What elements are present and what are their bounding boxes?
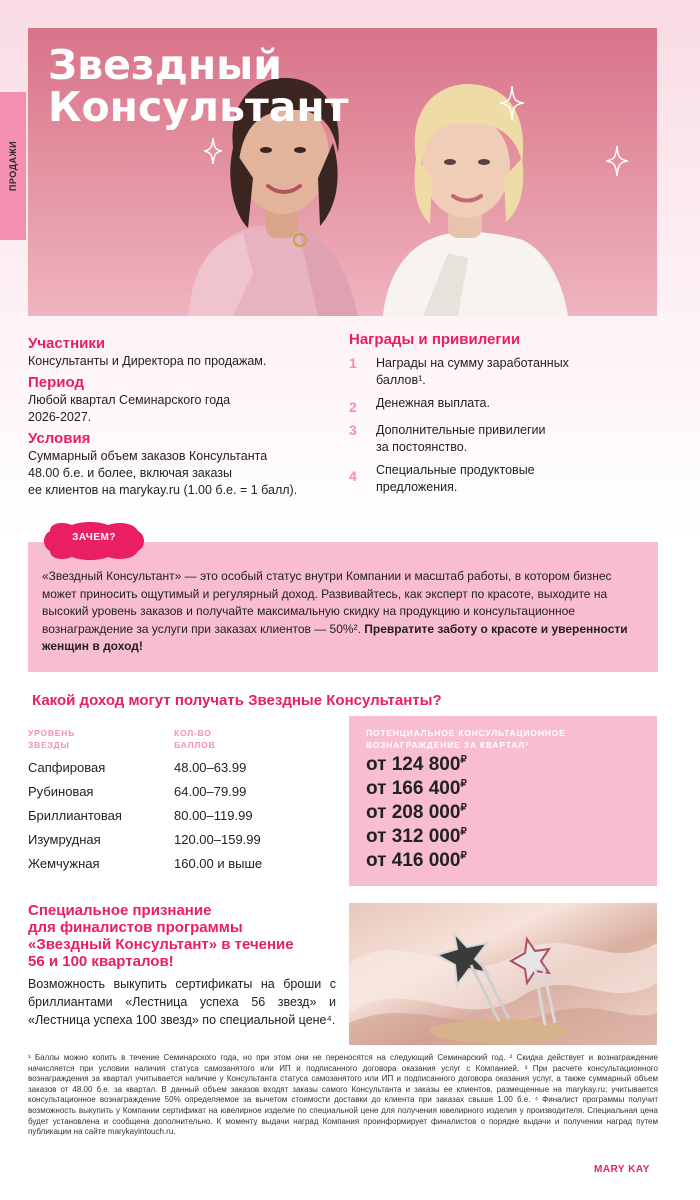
text-line: за постоянство. [376, 440, 468, 454]
sparkle-icon [204, 138, 222, 164]
ruble-sign: ₽ [460, 802, 467, 814]
award-number: 2 [349, 399, 357, 415]
footnotes: ¹ Баллы можно копить в течение Семинарского года, но при этом они не переносятся на следующий Семинарский год. ² Скидка действует и вознаграждение начисляется при условии наличия статуса самозанятого или ИП и подписанного договора оказания услуг с Компанией. ³ При расчете консультационного вознаграждения за квартал учитывается наличие у Консультанта статуса самозанятого или ИП и подписанного договора оказания услуг, а также суммарный объем заказов от 48.00 б.е. за квартал. В данный объем заказов входят заказы самого Консультанта и заказы ее клиентов, размещенные на marykay.ru; учитывается консультационное вознаграждение 50% определяемое за вычетом стоимости доставки до клиента при заказах свыше 1.00 б.е. ⁴ Финалист программы получит возможность выкупить у Компании сертификат на ювелирное изделие по специальной цене для получения ювелирного изделия у производителя. Специальная цена будет установлена и сообщена дополнительно. К моменту выдачи наград Компания проинформирует финалистов о порядке выдачи и получении наград путем публикации на сайте marykayintouch.ru. [28, 1053, 658, 1137]
text-line: ПОТЕНЦИАЛЬНОЕ КОНСУЛЬТАЦИОННОЕ [366, 728, 566, 738]
tier-name: Изумрудная [28, 831, 101, 847]
tier-points: 160.00 и выше [174, 855, 263, 871]
list-item [349, 355, 669, 389]
brooch-photo-image [349, 903, 657, 1045]
tier-name: Бриллиантовая [28, 807, 122, 823]
table-row [28, 780, 348, 802]
section-tab-label: ПРОДАЖИ [8, 140, 18, 192]
conditions-heading: Условия [28, 430, 91, 447]
special-heading [28, 902, 348, 970]
table-row [28, 828, 348, 850]
text-line: Награды на сумму заработанных [376, 356, 569, 370]
reward-amount [366, 802, 467, 824]
tier-points: 120.00–159.99 [174, 831, 261, 847]
award-text [376, 462, 535, 496]
brooch-photo [349, 903, 657, 1045]
amount-value: от 312 000 [366, 826, 461, 847]
table-row [28, 804, 348, 826]
tier-points: 64.00–79.99 [174, 783, 247, 799]
text-line: 48.00 б.е. и более, включая заказы [28, 466, 233, 480]
list-item [349, 422, 669, 456]
income-heading: Какой доход могут получать Звездные Консультанты? [32, 692, 442, 709]
text-line: КОЛ-ВО [174, 728, 212, 738]
text-line: БАЛЛОВ [174, 740, 216, 750]
table-row [28, 852, 348, 874]
reward-amount [366, 850, 467, 872]
text-line: УРОВЕНЬ [28, 728, 76, 738]
awards-list [349, 355, 669, 496]
table-row [28, 756, 348, 778]
why-badge-label: ЗАЧЕМ? [72, 532, 116, 543]
tier-name: Сапфировая [28, 759, 106, 775]
sparkle-icon [500, 86, 524, 120]
awards-heading: Награды и привилегии [349, 331, 521, 348]
text-line: ЗВЕЗДЫ [28, 740, 70, 750]
amount-value: от 416 000 [366, 850, 461, 871]
conditions-text [28, 448, 348, 499]
ruble-sign: ₽ [460, 850, 467, 862]
award-number: 1 [349, 355, 357, 371]
why-call-to-action: Превратите заботу о красоте и уверенности женщин в доход! [42, 621, 628, 653]
text-line: «Звездный Консультант» в течение [28, 936, 294, 953]
column-header-level [28, 727, 75, 751]
amount-value: от 166 400 [366, 778, 461, 799]
program-info [28, 331, 348, 500]
hero-title [48, 41, 448, 131]
ruble-sign: ₽ [460, 778, 467, 790]
hero-banner [28, 28, 657, 316]
special-text: Возможность выкупить сертификаты на броши с бриллиантами «Лестница успеха 56 звезд» и «Лестница успеха 100 звезд» по специальной цене⁴. [28, 977, 336, 1027]
text-line: ВОЗНАГРАЖДЕНИЕ ЗА КВАРТАЛ³ [366, 740, 529, 750]
text-line: Денежная выплата. [376, 396, 490, 410]
reward-amount [366, 826, 467, 848]
tier-points: 80.00–119.99 [174, 807, 253, 823]
awards-section [349, 331, 669, 502]
reward-amount [366, 754, 467, 776]
sparkle-icon [606, 146, 628, 176]
award-number: 3 [349, 422, 357, 438]
award-number: 4 [349, 468, 357, 484]
text-line: предложения. [376, 480, 458, 494]
tier-name: Рубиновая [28, 783, 94, 799]
text-line: 56 и 100 кварталов! [28, 953, 174, 970]
why-box [28, 542, 658, 672]
brand-logo: MARY KAY [594, 1164, 650, 1175]
text-line: Любой квартал Семинарского года [28, 393, 231, 407]
text-line: ее клиентов на marykay.ru (1.00 б.е. = 1 балл). [28, 483, 298, 497]
text-line: баллов¹. [376, 373, 426, 387]
ruble-sign: ₽ [460, 754, 467, 766]
text-line: Специальные продуктовые [376, 463, 535, 477]
award-text [376, 395, 490, 416]
list-item [349, 395, 669, 416]
ruble-sign: ₽ [460, 826, 467, 838]
hero-title-line: Консультант [48, 83, 349, 131]
column-header-reward [366, 727, 566, 751]
period-text [28, 392, 348, 426]
text-line: Суммарный объем заказов Консультанта [28, 449, 268, 463]
column-header-points [174, 727, 216, 751]
period-heading: Период [28, 374, 84, 391]
participants-text: Консультанты и Директора по продажам. [28, 354, 267, 368]
text-line: Специальное признание [28, 902, 212, 919]
award-text [376, 355, 569, 389]
hero-title-line: Звездный [48, 41, 282, 89]
tier-name: Жемчужная [28, 855, 100, 871]
amount-value: от 208 000 [366, 802, 461, 823]
why-text [42, 568, 644, 656]
section-tab-sales [0, 92, 26, 240]
text-line: 2026-2027. [28, 410, 92, 424]
tier-points: 48.00–63.99 [174, 759, 247, 775]
participants-heading: Участники [28, 335, 106, 352]
award-text [376, 422, 546, 456]
text-line: Дополнительные привилегии [376, 423, 546, 437]
text-line: для финалистов программы [28, 919, 243, 936]
amount-value: от 124 800 [366, 754, 461, 775]
why-description: «Звездный Консультант» — это особый статус внутри Компании и масштаб работы, в котором бизнес может приносить ощутимый и регулярный доход. Развивайтесь, как эксперт по красоте, выходите на высокий уровень заказов и получайте максимальную скидку на продукцию и консультационное вознаграждение за услуги при заказах клиентов — 50%². [42, 569, 612, 636]
list-item [349, 462, 669, 496]
reward-amount [366, 778, 467, 800]
